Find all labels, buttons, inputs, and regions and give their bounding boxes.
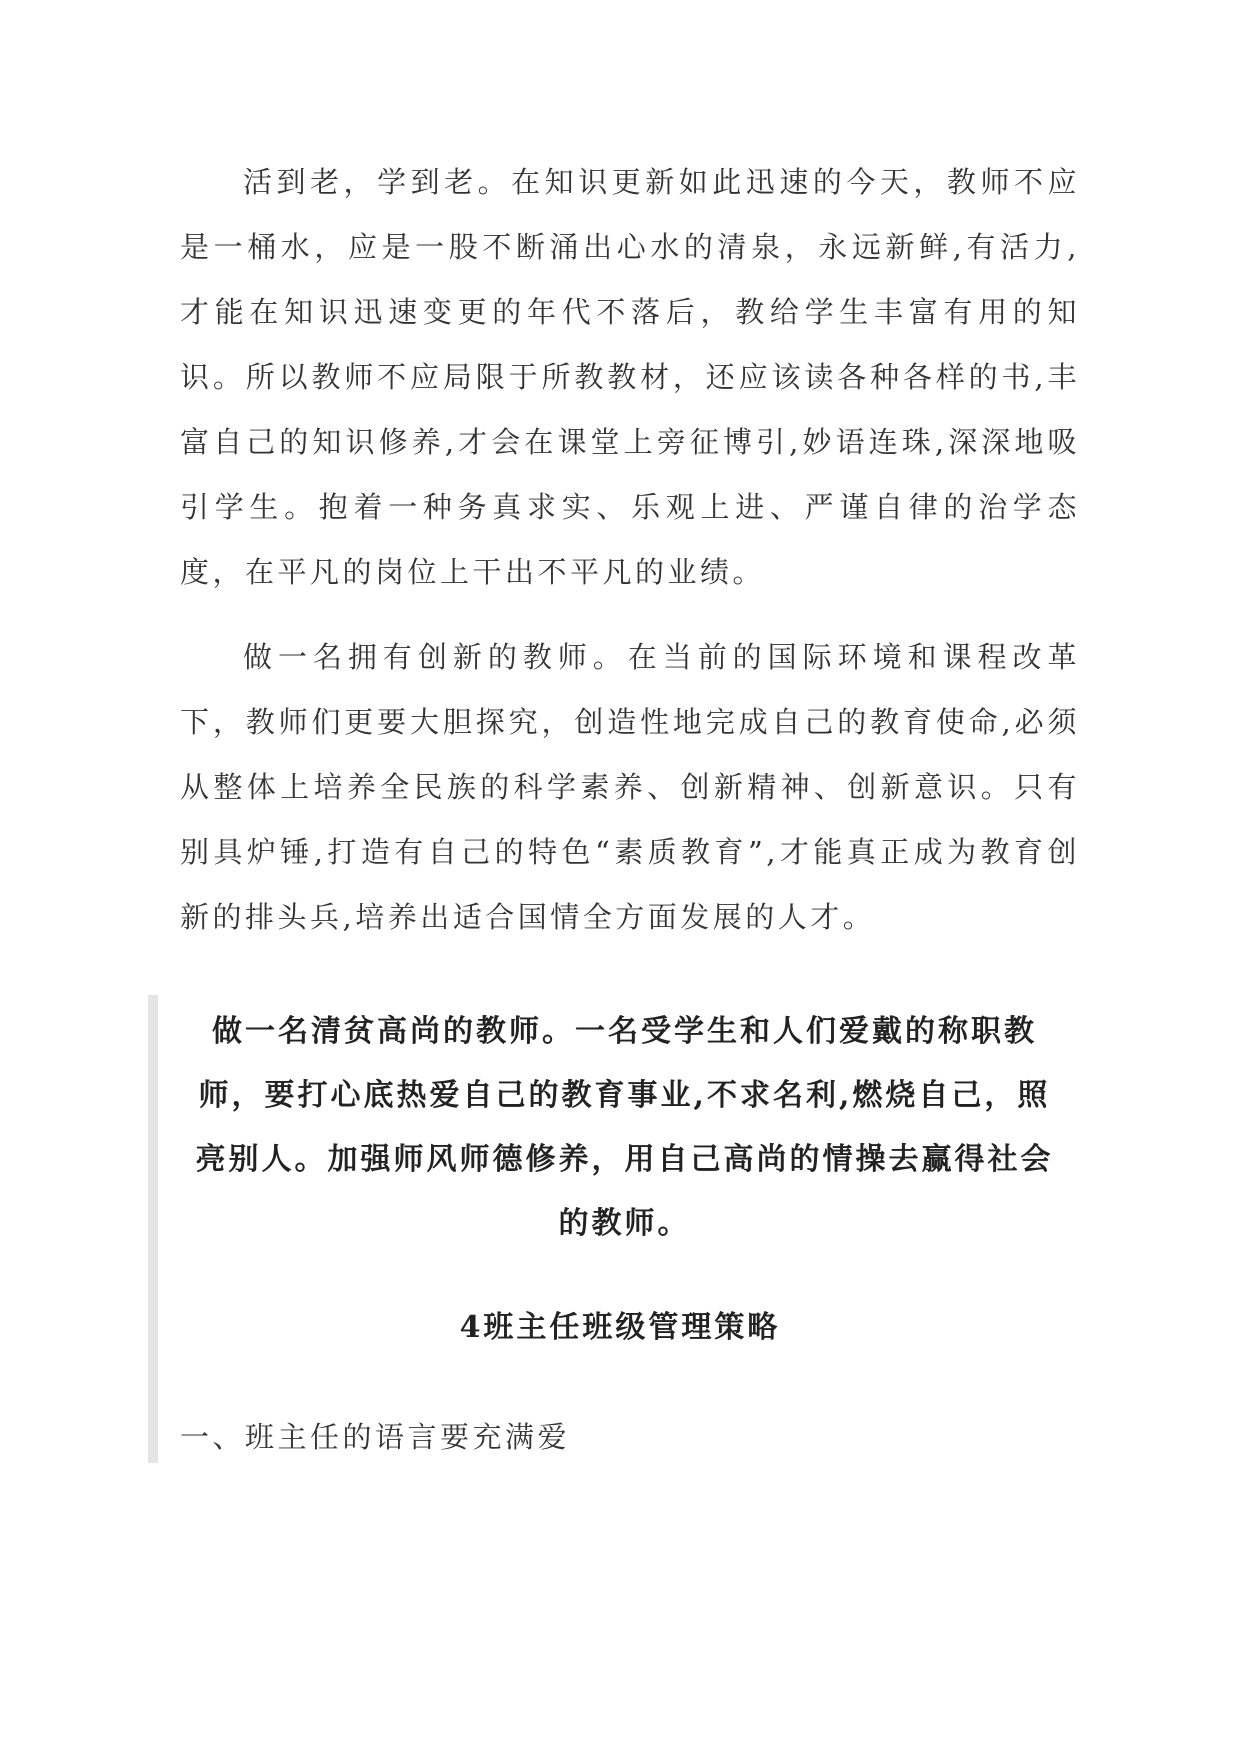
bold-paragraph-noble-teacher: 做一名清贫高尚的教师。一名受学生和人们爱戴的称职教师，要打心底热爱自己的教育事业,不求名利,燃烧自己，照亮别人。加强师风师德修养，用自己高尚的情操去赢得社会的教师。: [195, 1014, 1054, 1241]
quote-block-bar: [148, 995, 158, 1463]
section-title: 4班主任班级管理策略: [459, 1310, 781, 1345]
subheading: 一、班主任的语言要充满爱: [180, 1420, 571, 1454]
body-paragraph-lifelong-learning: 活到老，学到老。在知识更新如此迅速的今天，教师不应是一桶水，应是一股不断涌出心水的清泉，永远新鲜,有活力,才能在知识迅速变更的年代不落后，教给学生丰富有用的知识。所以教师不应局限于所教教材，还应该读各种各样的书,丰富自己的知识修养,才会在课堂上旁征博引,妙语连珠,深深地吸引学生。抱着一种务真求实、乐观上进、严谨自律的治学态度，在平凡的岗位上干出不平凡的业绩。: [180, 165, 1080, 589]
body-paragraph-innovative-teacher: 做一名拥有创新的教师。在当前的国际环境和课程改革下，教师们更要大胆探究，创造性地完成自己的教育使命,必须从整体上培养全民族的科学素养、创新精神、创新意识。只有别具炉锤,打造有自己的特色“素质教育”,才能真正成为教育创新的排头兵,培养出适合国情全方面发展的人才。: [180, 640, 1080, 934]
